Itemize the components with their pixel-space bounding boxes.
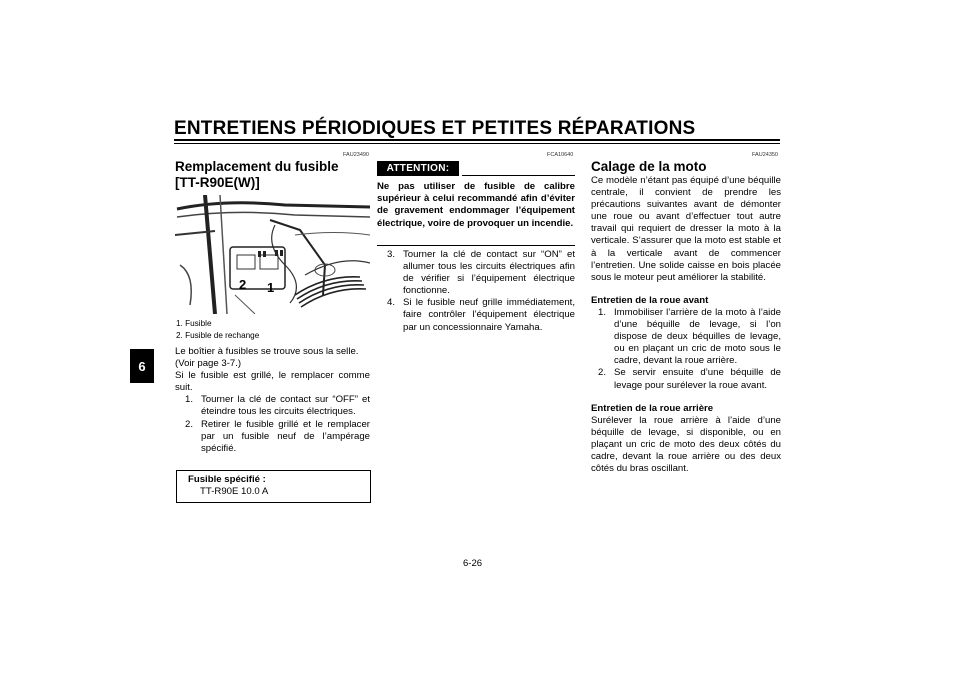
callout-label-1: 1 [267,280,275,295]
caption-item: 1. Fusible [176,319,212,328]
step-text: Immobiliser l’arrière de la moto à l’aide d’une béquille de levage, si l’on dispose de deux béquilles de levage, ou en plaçant un cric de moto sous le cadre, devant la roue arrière. [614,306,781,367]
spec-title: Fusible spécifié : [188,474,266,485]
col2-steps [387,249,575,334]
step-number: 1. [598,306,607,318]
section-title-line1: Remplacement du fusible [175,159,339,174]
section-code: FAU24350 [752,152,778,158]
subheading-front: Entretien de la roue avant [591,294,709,306]
attention-rule-bottom [377,245,575,246]
step-number: 2. [598,367,607,379]
list-item [387,297,575,333]
step-text: Si le fusible neuf grille immédiatement, faire contrôler l’équipement électrique par un concessionnaire Yamaha. [403,297,575,333]
list-item [185,419,370,455]
rear-paragraph: Surélever la roue arrière à l’aide d’une béquille de levage, si disponible, ou en plaçant un cric de moto des deux côtés du cadre, devant la roue arrière ou des deux côtés du bras oscillant. [591,414,781,475]
chapter-tab: 6 [130,349,154,383]
subheading-rear: Entretien de la roue arrière [591,402,714,414]
figure-captions [176,318,370,341]
spec-box [176,470,371,503]
step-number: 4. [387,297,396,309]
intro-line: (Voir page 3-7.) [175,358,242,370]
section-title-line2: [TT-R90E(W)] [175,175,260,190]
front-steps-list [591,307,781,392]
intro-line: Le boîtier à fusibles se trouve sous la selle. [175,346,359,357]
fuse-box-photo [175,195,370,314]
page-number: 6-26 [463,558,483,569]
list-item [598,307,781,367]
attention-rule-top [462,175,575,176]
section-code: FAU23490 [343,152,369,158]
spec-value: TT-R90E 10.0 A [200,486,269,498]
section-title [175,159,339,191]
caption-item: 2. Fusible de rechange [176,330,260,340]
intro-line: Si le fusible est grillé, le remplacer comme suit. [175,370,370,394]
list-item [598,367,781,391]
col1-body [175,346,370,455]
intro-paragraph: Ce modèle n’étant pas équipé d’une béquille centrale, il convient de prendre les précautions suivantes avant de démonter une roue ou avant d’effectuer tout autre travail qui requiert de dresser la moto à la verticale. S’assurer que la moto est stable et à la verticale avant de commencer l’entretien. Une solide caisse en bois placée sous le moteur peut améliorer la stabilité. [591,175,781,283]
page-header-title: ENTRETIENS PÉRIODIQUES ET PETITES RÉPARATIONS [174,118,696,139]
warning-text: Ne pas utiliser de fusible de calibre supérieur à celui recommandé afin d’éviter de gravement endommager l’équipement électrique, voire de provoquer un incendie. [377,181,575,229]
step-text: Se servir ensuite d’une béquille de levage pour surélever la roue avant. [614,367,781,391]
step-text: Retirer le fusible grillé et le remplacer par un fusible neuf de l’ampérage spécifié. [201,418,370,454]
step-text: Tourner la clé de contact sur “ON” et allumer tous les circuits électriques afin de vérifier si l’équipement électrique fonctionne. [403,249,575,297]
fuse-box-illustration [175,195,370,314]
header-rule-thick [174,139,780,141]
section-code: FCA10640 [547,152,574,158]
header-rule-thin [174,143,780,144]
list-item [185,394,370,418]
col3-body [591,175,781,475]
attention-badge: ATTENTION: [377,161,459,176]
step-number: 2. [185,418,194,430]
step-number: 1. [185,394,194,406]
section-title: Calage de la moto [591,159,707,174]
list-item [387,249,575,297]
step-number: 3. [387,249,396,260]
step-text: Tourner la clé de contact sur “OFF” et éteindre tous les circuits électriques. [201,394,370,418]
callout-label-2: 2 [239,277,247,292]
steps-list [175,394,370,454]
